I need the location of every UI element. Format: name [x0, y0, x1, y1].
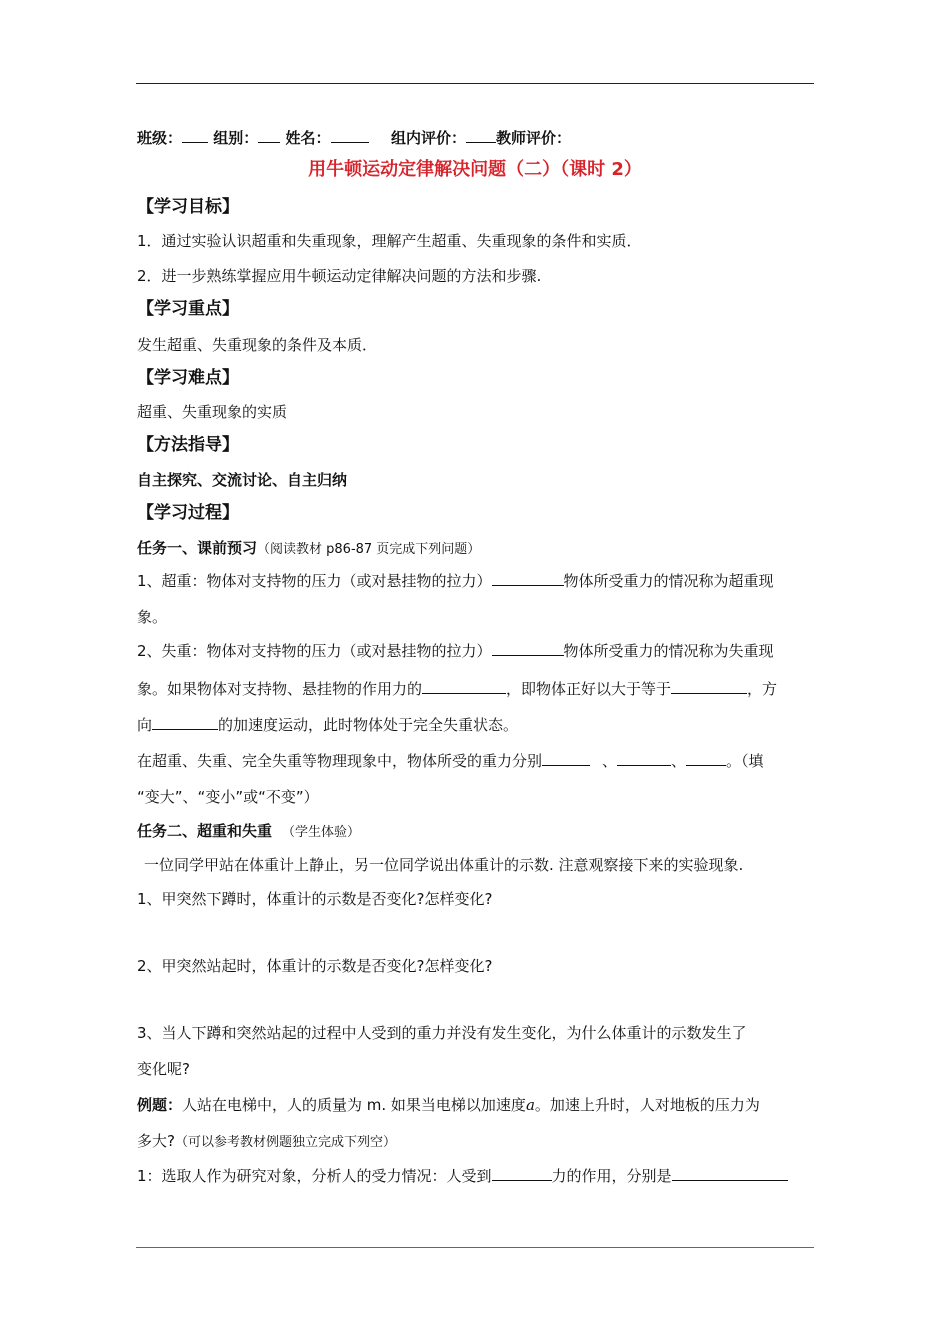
experiment-intro: 一位同学甲站在体重计上静止，另一位同学说出体重计的示数. 注意观察接下来的实验现象. — [144, 856, 744, 874]
process-heading: 【学习过程】 — [137, 503, 239, 523]
q2-text-c: 象。如果物体对支持物、悬挂物的作用力的 — [137, 680, 423, 698]
q2-text-f: 向 — [137, 716, 153, 734]
name-label: 姓名： — [285, 129, 331, 147]
experiment-q1: 1、甲突然下蹲时，体重计的示数是否变化?怎样变化? — [137, 890, 493, 908]
q2-blank-3[interactable] — [671, 679, 747, 694]
q1-text-b: 物体所受重力的情况称为超重现 — [563, 572, 774, 590]
example-note: （可以参考教材例题独立完成下列空） — [174, 1135, 396, 1150]
group-blank[interactable] — [258, 128, 280, 143]
q1-blank[interactable] — [492, 571, 564, 586]
q2-text-g: 的加速度运动，此时物体处于完全失重状态。 — [218, 716, 519, 734]
header-info-line — [137, 128, 815, 148]
q2-blank-1[interactable] — [492, 641, 564, 656]
q2-text-d: ，即物体正好以大于等于 — [506, 680, 672, 698]
key-points-text: 发生超重、失重现象的条件及本质． — [137, 336, 378, 354]
difficulties-text: 超重、失重现象的实质 — [137, 403, 288, 421]
bottom-rule — [136, 1247, 814, 1248]
top-rule — [136, 83, 814, 84]
name-blank[interactable] — [331, 128, 369, 143]
goals-item-1: 1．通过实验认识超重和失重现象，理解产生超重、失重现象的条件和实质． — [137, 232, 642, 250]
step1-text-b: 力的作用，分别是 — [551, 1167, 672, 1185]
q3-blank-2[interactable] — [617, 751, 671, 766]
q2-blank-4[interactable] — [152, 715, 218, 730]
teacher-eval-label: 教师评价： — [496, 129, 572, 147]
step1-blank-2[interactable] — [672, 1166, 788, 1181]
group-label: 组别： — [213, 129, 259, 147]
q2-line-2 — [137, 679, 815, 699]
q3-line-2: “变大”、“变小”或“不变”） — [137, 788, 319, 806]
goals-heading: 【学习目标】 — [137, 197, 239, 217]
step1-line — [137, 1166, 815, 1186]
q1-text-a: 1、超重：物体对支持物的压力（或对悬挂物的拉力） — [137, 572, 492, 590]
task2-title: 任务二、超重和失重 — [137, 822, 273, 840]
class-blank[interactable] — [182, 128, 208, 143]
example-var: a — [525, 1096, 535, 1114]
q3-blank-3[interactable] — [686, 751, 726, 766]
q2-line-1 — [137, 641, 815, 661]
key-points-heading: 【学习重点】 — [137, 299, 239, 319]
q3-text-a: 在超重、失重、完全失重等物理现象中，物体所受的重力分别 — [137, 752, 543, 770]
example-text-a: 人站在电梯中，人的质量为 m. 如果当电梯以加速度 — [182, 1096, 526, 1114]
task2-line — [137, 821, 815, 843]
group-eval-blank[interactable] — [466, 128, 496, 143]
example-text-c: 多大? — [137, 1132, 175, 1150]
q3-blank-1[interactable] — [542, 751, 590, 766]
q2-text-a: 2、失重：物体对支持物的压力（或对悬挂物的拉力） — [137, 642, 492, 660]
q1-line-1 — [137, 571, 815, 591]
experiment-q3-line-2: 变化呢? — [137, 1060, 190, 1078]
example-line-2 — [137, 1131, 815, 1153]
q3-sep-1: 、 — [602, 752, 618, 770]
q2-text-e: ，方 — [747, 680, 778, 698]
page-title: 用牛顿运动定律解决问题（二）（课时 2） — [308, 159, 642, 180]
task1-note: （阅读教材 p86-87 页完成下列问题） — [257, 542, 481, 557]
q3-sep-2: 、 — [671, 752, 687, 770]
experiment-q2: 2、甲突然站起时，体重计的示数是否变化?怎样变化? — [137, 957, 493, 975]
method-heading: 【方法指导】 — [137, 435, 239, 455]
goals-item-2: 2．进一步熟练掌握应用牛顿运动定律解决问题的方法和步骤. — [137, 267, 542, 285]
q2-line-3 — [137, 715, 815, 735]
task1-line — [137, 538, 815, 560]
q2-blank-2[interactable] — [422, 679, 506, 694]
group-eval-label: 组内评价： — [390, 129, 466, 147]
q1-line-2: 象。 — [137, 608, 168, 626]
q2-text-b: 物体所受重力的情况称为失重现 — [563, 642, 774, 660]
example-line-1 — [137, 1095, 815, 1115]
difficulties-heading: 【学习难点】 — [137, 368, 239, 388]
task1-title: 任务一、课前预习 — [137, 539, 258, 557]
example-text-b: 。加速上升时，人对地板的压力为 — [534, 1096, 760, 1114]
q3-text-b: 。（填 — [726, 752, 764, 770]
method-text: 自主探究、交流讨论、自主归纳 — [137, 471, 348, 489]
example-label: 例题： — [137, 1096, 183, 1114]
step1-blank-1[interactable] — [492, 1166, 552, 1181]
class-label: 班级： — [137, 129, 183, 147]
q3-line-1 — [137, 751, 815, 771]
step1-text-a: 1：选取人作为研究对象，分析人的受力情况：人受到 — [137, 1167, 492, 1185]
task2-note: （学生体验） — [282, 825, 361, 840]
experiment-q3-line-1: 3、当人下蹲和突然站起的过程中人受到的重力并没有发生变化，为什么体重计的示数发生了 — [137, 1024, 747, 1042]
